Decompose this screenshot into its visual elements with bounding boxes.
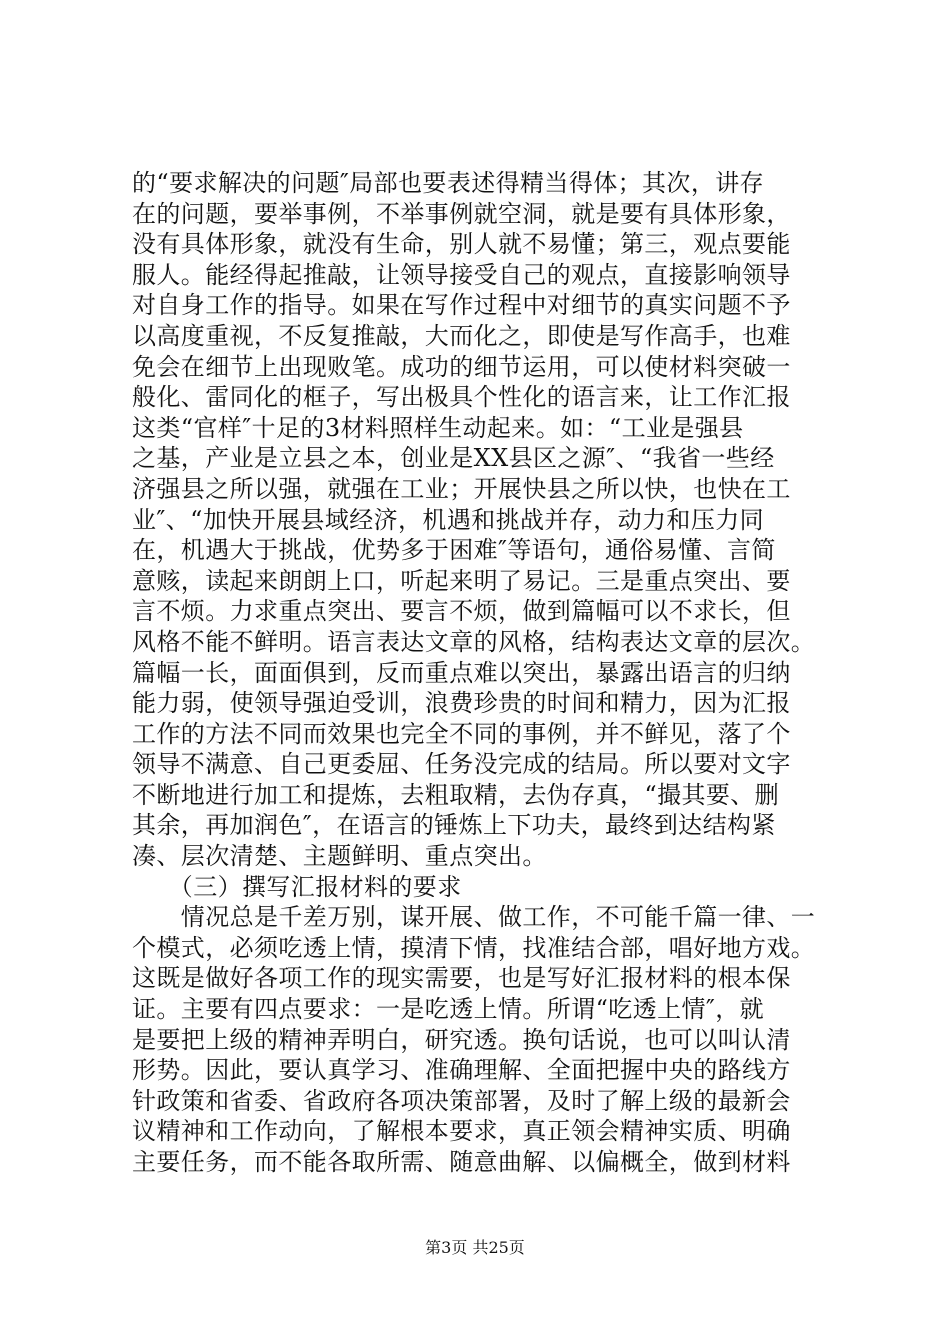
text-line: 在，机遇大于挑战，优势多于困难″等语句，通俗易懂、言简 xyxy=(132,536,776,565)
text-line: 工作的方法不同而效果也完全不同的事例，并不鲜见，落了个 xyxy=(132,719,791,748)
text-line: 这既是做好各项工作的现实需要，也是写好汇报材料的根本保 xyxy=(132,964,791,993)
page-footer: 第3页 共25页 xyxy=(425,1238,525,1257)
text-line: 济强县之所以强，就强在工业；开展快县之所以快，也快在工 xyxy=(132,474,791,503)
text-line: 证。主要有四点要求：一是吃透上情。所谓“吃透上情″，就 xyxy=(132,995,765,1024)
text-line: 个模式，必须吃透上情，摸清下情，找准结合部，唱好地方戏。 xyxy=(132,933,816,962)
text-line: 服人。能经得起推敲，让领导接受自己的观点，直接影响领导 xyxy=(132,260,791,289)
text-line: 其余，再加润色″，在语言的锤炼上下功夫，最终到达结构紧 xyxy=(132,811,776,840)
text-line: 意赅，读起来朗朗上口，听起来明了易记。三是重点突出、要 xyxy=(132,566,791,595)
text-line: 业″、“加快开展县域经济，机遇和挑战并存，动力和压力同 xyxy=(132,505,765,534)
text-line: 情况总是千差万别，谋开展、做工作，不可能千篇一律、一 xyxy=(132,903,816,932)
text-line: 针政策和省委、省政府各项决策部署，及时了解上级的最新会 xyxy=(132,1086,791,1115)
text-line: 能力弱，使领导强迫受训，浪费珍贵的时间和精力，因为汇报 xyxy=(132,689,791,718)
text-line: 的“要求解决的问题″局部也要表述得精当得体；其次，讲存 xyxy=(132,169,765,197)
body-text xyxy=(132,168,852,1178)
text-line: 言不烦。力求重点突出、要言不烦，做到篇幅可以不求长，但 xyxy=(132,597,791,626)
text-line: 形势。因此，要认真学习、准确理解、全面把握中央的路线方 xyxy=(132,1056,791,1085)
text-line: 议精神和工作动向，了解根本要求，真正领会精神实质、明确 xyxy=(132,1117,791,1146)
text-line: 般化、雷同化的框子，写出极具个性化的语言来，让工作汇报 xyxy=(132,383,791,412)
text-line: 对自身工作的指导。如果在写作过程中对细节的真实问题不予 xyxy=(132,291,791,320)
text-line: 篇幅一长，面面俱到，反而重点难以突出，暴露出语言的归纳 xyxy=(132,658,791,687)
text-line: 在的问题，要举事例，不举事例就空洞，就是要有具体形象， xyxy=(132,199,791,228)
text-line: 以高度重视，不反复推敲，大而化之，即使是写作高手，也难 xyxy=(132,321,791,350)
text-line: 主要任务，而不能各取所需、随意曲解、以偏概全，做到材料 xyxy=(132,1148,791,1176)
text-line: 不断地进行加工和提炼，去粗取精，去伪存真，“撮其要、删 xyxy=(132,780,780,809)
text-line: （三）撰写汇报材料的要求 xyxy=(132,872,462,901)
text-line: 凑、层次清楚、主题鲜明、重点突出。 xyxy=(132,842,547,871)
text-line: 免会在细节上出现败笔。成功的细节运用，可以使材料突破一 xyxy=(132,352,791,381)
text-line: 风格不能不鲜明。语言表达文章的风格，结构表达文章的层次。 xyxy=(132,627,816,656)
text-line: 领导不满意、自己更委屈、任务没完成的结局。所以要对文字 xyxy=(132,750,791,779)
text-line: 这类“官样″十足的3材料照样生动起来。如：“工业是强县 xyxy=(132,413,744,442)
text-line: 之基，产业是立县之本，创业是XX县区之源″、“我省一些经 xyxy=(132,444,775,473)
text-line: 是要把上级的精神弄明白，研究透。换句话说，也可以叫认清 xyxy=(132,1025,791,1054)
text-line: 没有具体形象，就没有生命，别人就不易懂；第三，观点要能 xyxy=(132,230,791,259)
